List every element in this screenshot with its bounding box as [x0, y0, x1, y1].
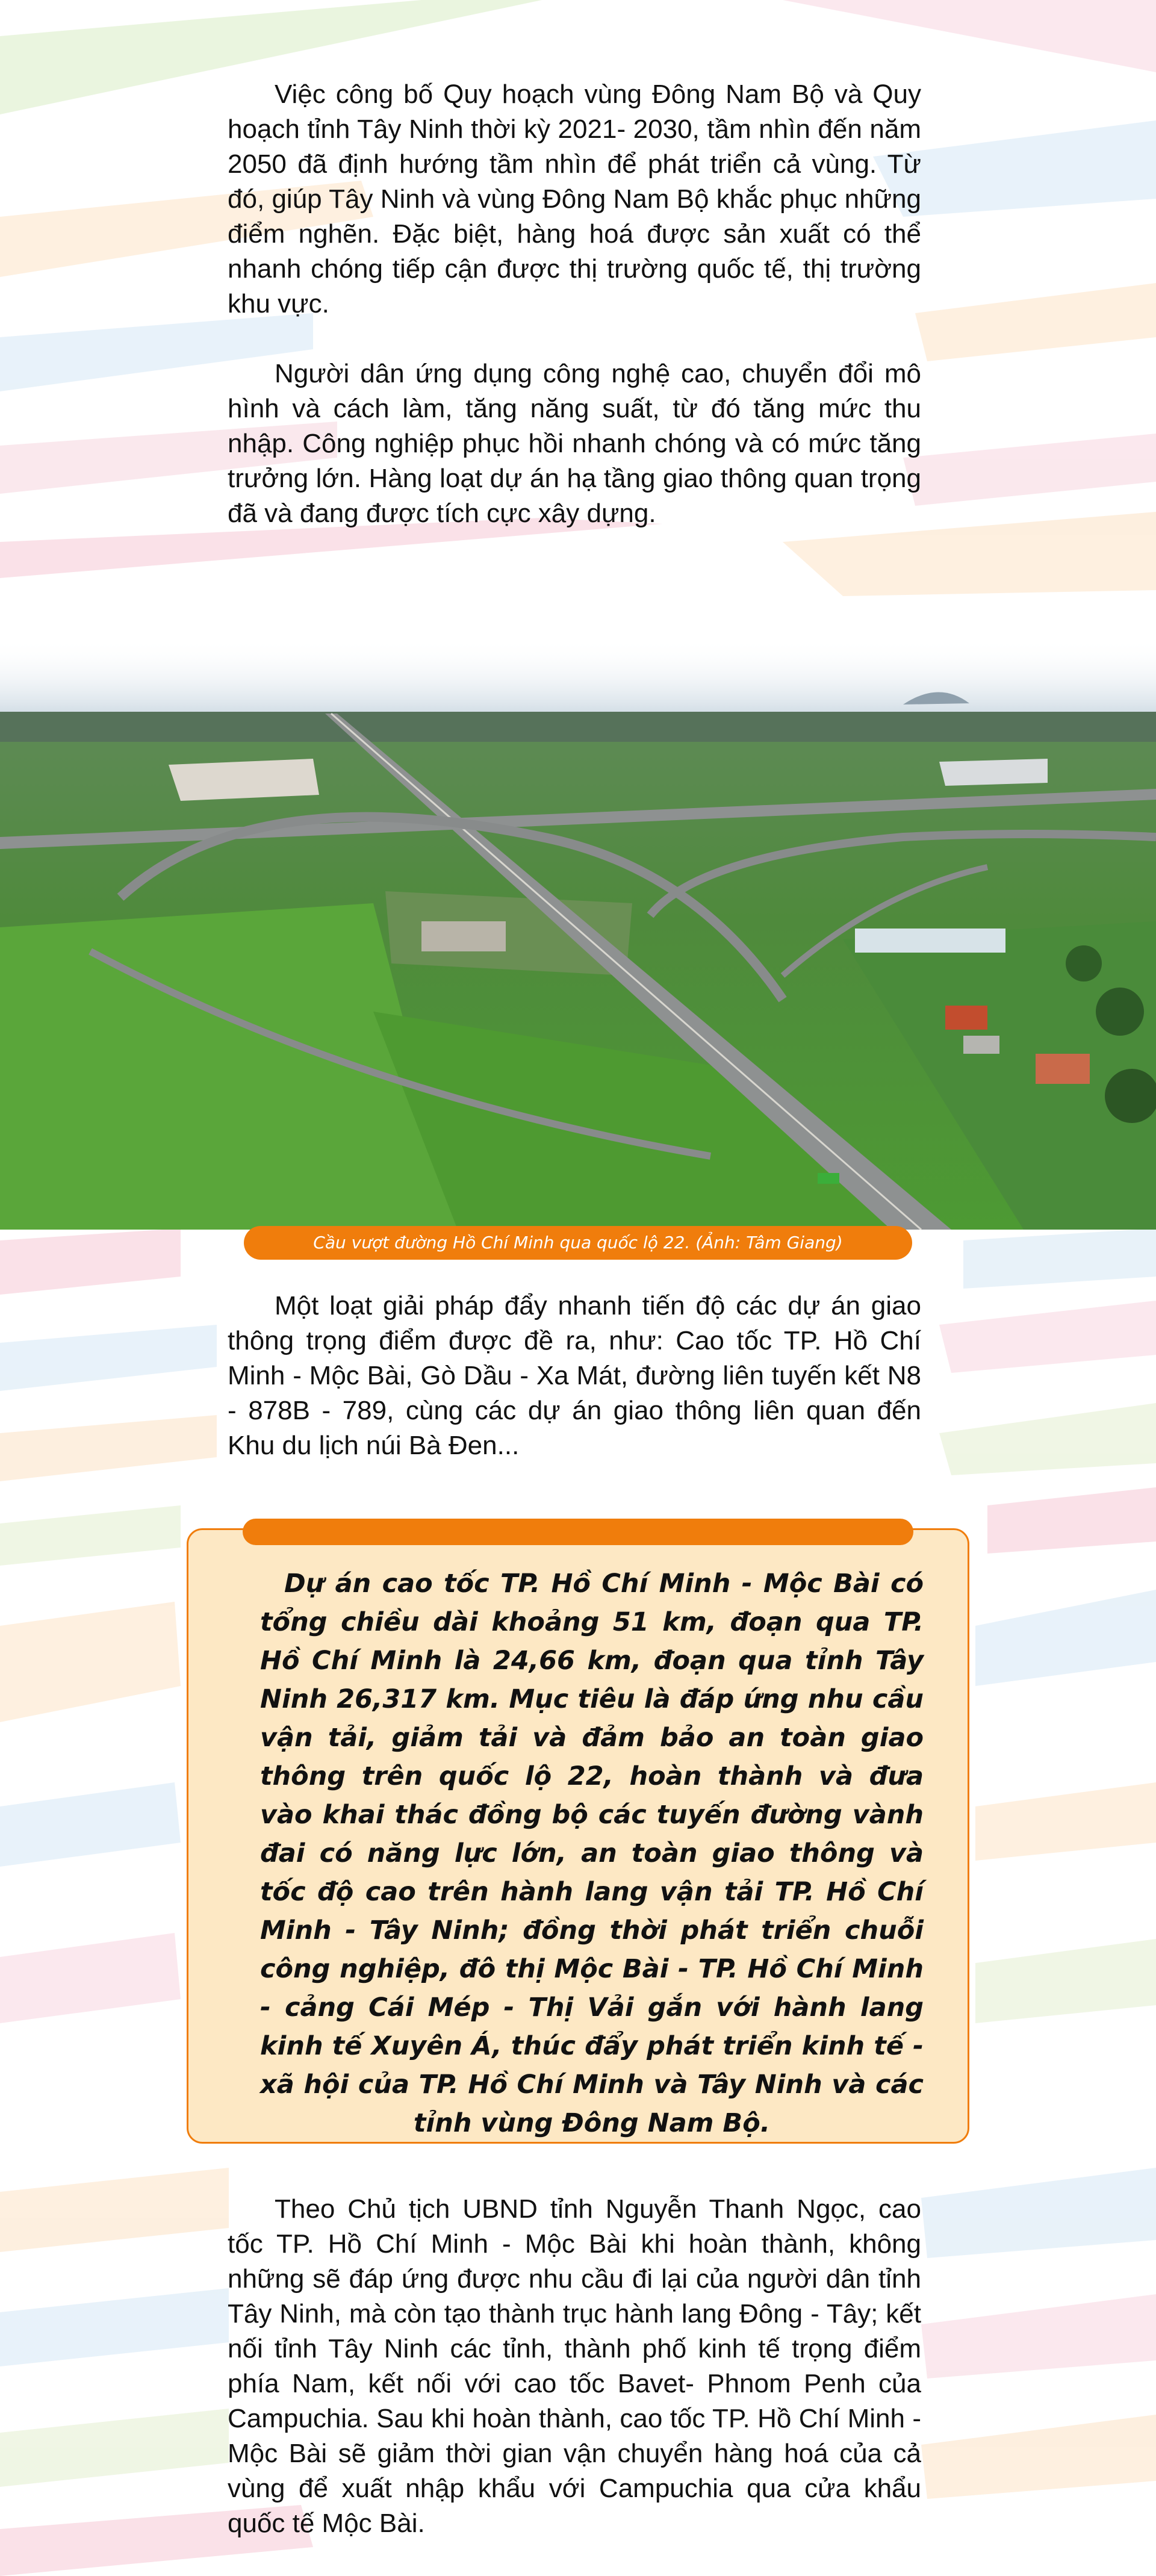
intro-section — [228, 77, 921, 531]
closing-section — [228, 2192, 921, 2541]
intro-paragraph: Việc công bố Quy hoạch vùng Đông Nam Bộ và Quy hoạch tỉnh Tây Ninh thời kỳ 2021- 2030, tầm nhìn đến năm 2050 đã định hướng tầm nhìn để phát triển cả vùng. Từ đó, giúp Tây Ninh và vùng Đông Nam Bộ khắc phục những điểm nghẽn. Đặc biệt, hàng hoá được sản xuất có thể nhanh chóng tiếp cận được thị trường quốc tế, thị trường khu vực. — [228, 79, 921, 319]
after-photo-section — [228, 1289, 921, 1463]
callout-text-block — [260, 1564, 924, 2142]
callout-paragraph: Dự án cao tốc TP. Hồ Chí Minh - Mộc Bài có tổng chiều dài khoảng 51 km, đoạn qua TP. Hồ Chí Minh là 24,66 km, đoạn qua tỉnh Tây Ninh 26,317 km. Mục tiêu là đáp ứng nhu cầu vận tải, giảm tải và đảm bảo an toàn giao thông trên quốc lộ 22, hoàn thành và đưa vào khai thác đồng bộ các tuyến đường vành đai có năng lực lớn, an toàn giao thông và tốc độ cao trên hành lang vận tải TP. Hồ Chí Minh - Tây Ninh; đồng thời phát triển chuỗi công nghiệp, đô thị Mộc Bài - TP. Hồ Chí Minh - cảng Cái Mép - Thị Vải gắn với hành lang kinh tế Xuyên Á, thúc đẩy phát triển kinh tế - xã hội của TP. Hồ Chí Minh và Tây Ninh và các tỉnh vùng Đông Nam Bộ. — [260, 1569, 924, 2138]
aerial-interchange-photo — [0, 638, 1156, 1230]
closing-paragraph: Theo Chủ tịch UBND tỉnh Nguyễn Thanh Ngọc, cao tốc TP. Hồ Chí Minh - Mộc Bài khi hoàn thành, không những sẽ đáp ứng được nhu cầu đi lại của người dân tỉnh Tây Ninh, mà còn tạo thành trục hành lang Đông - Tây; kết nối tỉnh Tây Ninh các tỉnh, thành phố kinh tế trọng điểm phía Nam, kết nối với cao tốc Bavet- Phnom Penh của Campuchia. Sau khi hoàn thành, cao tốc TP. Hồ Chí Minh - Mộc Bài sẽ giảm thời gian vận chuyển hàng hoá của cả vùng để xuất nhập khẩu với Campuchia qua cửa khẩu quốc tế Mộc Bài. — [228, 2194, 921, 2538]
intro-paragraph: Người dân ứng dụng công nghệ cao, chuyển đổi mô hình và cách làm, tăng năng suất, từ đó tăng mức thu nhập. Công nghiệp phục hồi nhanh chóng và có mức tăng trưởng lớn. Hàng loạt dự án hạ tầng giao thông quan trọng đã và đang được tích cực xây dựng. — [228, 359, 921, 528]
photo-caption: Cầu vượt đường Hồ Chí Minh qua quốc lộ 22. (Ảnh: Tâm Giang) — [244, 1226, 912, 1260]
after-photo-paragraph: Một loạt giải pháp đẩy nhanh tiến độ các dự án giao thông trọng điểm được đề ra, như: Cao tốc TP. Hồ Chí Minh - Mộc Bài, Gò Dầu - Xa Mát, đường liên tuyến kết N8 - 878B - 789, cùng các dự án giao thông liên quan đến Khu du lịch núi Bà Đen... — [228, 1291, 921, 1460]
callout-header-bar — [243, 1519, 913, 1545]
